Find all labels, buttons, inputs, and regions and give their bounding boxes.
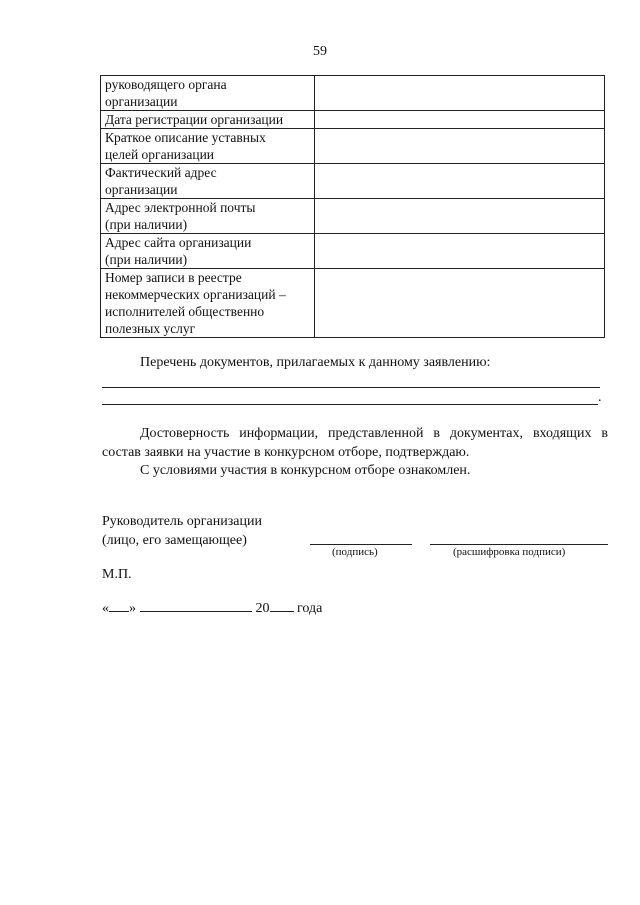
row-value-cell[interactable] xyxy=(315,111,605,129)
row-value-cell[interactable] xyxy=(315,199,605,234)
date-month-blank[interactable] xyxy=(140,598,252,612)
row-value-cell[interactable] xyxy=(315,269,605,338)
label-line: Адрес сайта организации xyxy=(105,235,252,250)
row-label xyxy=(101,234,315,269)
row-value-cell[interactable] xyxy=(315,76,605,111)
label-line: исполнителей общественно xyxy=(105,304,265,319)
signature-caption: (подпись) xyxy=(332,546,378,558)
signature-decode-caption: (расшифровка подписи) xyxy=(453,546,566,558)
table-row xyxy=(101,234,605,269)
table-row xyxy=(101,111,605,129)
page-number: 59 xyxy=(313,44,327,59)
date-open-quote: « xyxy=(102,601,109,616)
date-suffix: года xyxy=(297,601,323,616)
documents-fill-line[interactable] xyxy=(102,404,598,405)
date-close-quote: » xyxy=(129,601,136,616)
date-day-blank[interactable] xyxy=(109,598,129,612)
head-label-line: (лицо, его замещающее) xyxy=(102,533,247,548)
row-label xyxy=(101,164,315,199)
label-line: (при наличии) xyxy=(105,252,188,267)
head-label xyxy=(102,512,262,550)
row-label xyxy=(101,111,315,129)
organization-info-table xyxy=(100,75,605,338)
table-row xyxy=(101,76,605,111)
label-line: Дата регистрации организации xyxy=(105,112,284,127)
acquainted-paragraph: С условиями участия в конкурсном отборе ознакомлен. xyxy=(140,463,471,478)
signature-line[interactable] xyxy=(310,544,412,545)
label-line: руководящего органа xyxy=(105,77,227,92)
label-line: организации xyxy=(105,182,178,197)
table-row xyxy=(101,269,605,338)
date-year-prefix: 20 xyxy=(255,601,270,616)
row-value-cell[interactable] xyxy=(315,234,605,269)
label-line: Номер записи в реестре xyxy=(105,270,242,285)
confirm-paragraph: Достоверность информации, представленной в документах, входящих в состав заявки на участие в конкурсном отборе, подтверждаю. xyxy=(102,426,608,460)
row-value-cell[interactable] xyxy=(315,129,605,164)
label-line: организации xyxy=(105,94,178,109)
table-row xyxy=(101,164,605,199)
label-line: Адрес электронной почты xyxy=(105,200,256,215)
signature-decode-line[interactable] xyxy=(430,544,608,545)
label-line: полезных услуг xyxy=(105,321,196,336)
label-line: целей организации xyxy=(105,147,215,162)
label-line: Фактический адрес xyxy=(105,165,217,180)
row-label xyxy=(101,129,315,164)
table-row xyxy=(101,129,605,164)
label-line: Краткое описание уставных xyxy=(105,130,266,145)
documents-end-mark: . xyxy=(598,390,602,405)
date-row xyxy=(102,598,322,617)
row-label xyxy=(101,199,315,234)
date-year-blank[interactable] xyxy=(270,598,294,612)
table-row xyxy=(101,199,605,234)
row-label xyxy=(101,76,315,111)
row-value-cell[interactable] xyxy=(315,164,605,199)
documents-fill-line[interactable] xyxy=(102,387,600,388)
stamp-place: М.П. xyxy=(102,567,132,582)
label-line: (при наличии) xyxy=(105,217,188,232)
head-label-line: Руководитель организации xyxy=(102,514,262,529)
label-line: некоммерческих организаций – xyxy=(105,287,286,302)
documents-intro: Перечень документов, прилагаемых к данному заявлению: xyxy=(140,355,491,370)
row-label xyxy=(101,269,315,338)
